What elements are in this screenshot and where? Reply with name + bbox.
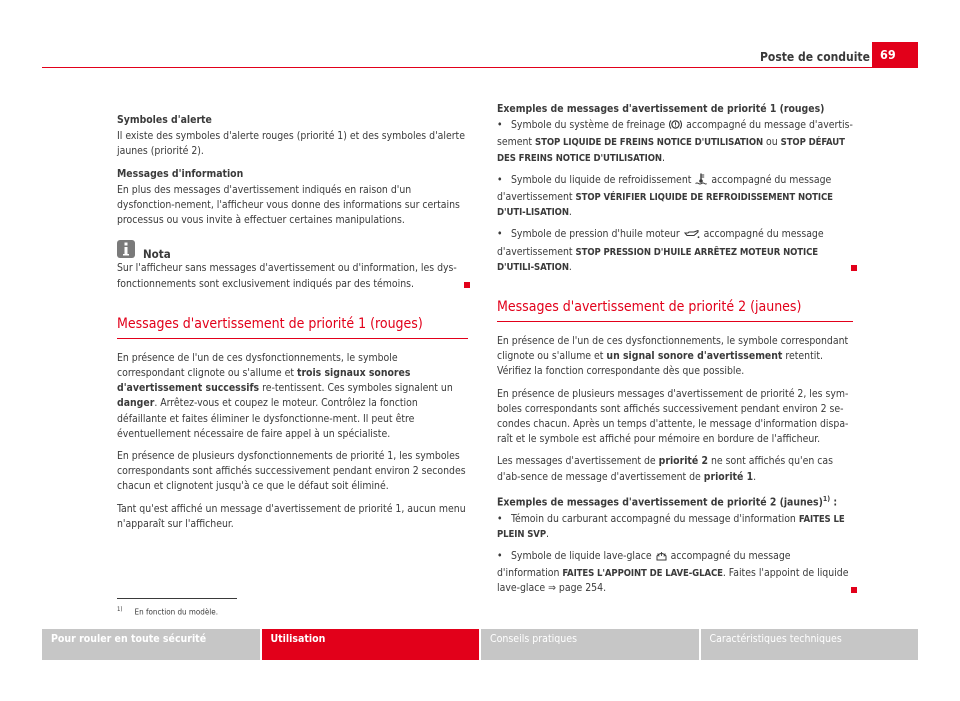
examples-priority1-heading: Exemples de messages d'avertissement de priorité 1 (rouges) — [497, 103, 825, 115]
priority2-paragraph-1: En présence de l'un de ces dysfonctionnements, le symbole correspondant clignote ou s'allume et un signal sonore d'avertissement retentit. Vérifiez la fonction correspondante dès que possible. — [497, 335, 849, 378]
page-reference-link[interactable]: ⇒ page 254 — [548, 582, 604, 595]
priority2-paragraph-3: Les messages d'avertissement de priorité 2 ne sont affichés qu'en cas d'ab-sence de message d'avertissement de priorité 1. — [497, 455, 833, 483]
messages-paragraph: En plus des messages d'avertissement indiqués en raison d'un dysfonction-nement, l'afficheur vous donne des informations sur certains processus ou vous invite à effectuer certaines manipulations. — [117, 183, 460, 227]
priority2-section-title: Messages d'avertissement de priorité 2 (jaunes) — [497, 298, 853, 322]
oil-pressure-icon — [684, 229, 700, 244]
list-item: • Symbole du système de freinage accompagné du message d'avertis-sement STOP LIQUIDE DE FREINS NOTICE D'UTILISATION ou STOP DÉFAUT DES FREINS NOTICE D'UTILISATION. — [497, 119, 853, 164]
section-end-icon — [464, 282, 470, 288]
priority1-paragraph-3: Tant qu'est affiché un message d'avertissement de priorité 1, aucun menu n'apparaît sur l'afficheur. — [117, 502, 466, 530]
tab-technical-specs[interactable]: Caractéristiques techniques — [701, 629, 919, 660]
section-end-icon — [851, 587, 857, 593]
left-column — [117, 113, 468, 539]
footnote-divider — [117, 598, 237, 599]
priority1-paragraph-2: En présence de plusieurs dysfonctionnements de priorité 1, les symboles correspondants sont affichés successivement pendant environ 2 secondes chacun et clignotent jusqu'à ce que le défaut soit éliminé. — [117, 450, 466, 493]
priority2-paragraph-2: En présence de plusieurs messages d'avertissement de priorité 2, les sym-boles correspondants sont affichés successivement pendant environ 2 se-condes chacun. Après un temps d'attente, le message d'information dispa-raît et le symbole est affiché pour mémoire en bordure de l'afficheur. — [497, 387, 849, 446]
section-end-icon — [851, 265, 857, 271]
brake-warning-icon — [669, 119, 682, 135]
examples-priority2-heading: Exemples de messages d'avertissement de priorité 2 (jaunes)$^{1)}$ : — [497, 494, 838, 509]
page-number: 69 — [872, 42, 918, 67]
symbols-paragraph: Il existe des symboles d'alerte rouges (priorité 1) et des symboles d'alerte jaunes (priorité 2). — [117, 130, 465, 158]
right-column — [497, 102, 853, 604]
tab-safety[interactable]: Pour rouler en toute sécurité — [42, 629, 260, 660]
priority1-section-title: Messages d'avertissement de priorité 1 (rouges) — [117, 315, 468, 339]
list-item: • Symbole de liquide lave-glace accompagné du message d'information FAITES L'APPOINT DE LAVE-GLACE. Faites l'appoint de liquide lave-glace ⇒ page 254. — [497, 549, 853, 597]
note-header — [117, 240, 468, 261]
washer-fluid-icon — [656, 550, 667, 566]
footnote: $^{1)}$ En fonction du modèle. — [117, 606, 219, 617]
messages-heading: Messages d'information — [117, 167, 244, 180]
info-note-icon — [117, 240, 135, 258]
list-item: • Témoin du carburant accompagné du message d'information FAITES LE PLEIN SVP. — [497, 512, 845, 540]
tab-utilisation[interactable]: Utilisation — [262, 629, 480, 660]
page-header-title: Poste de conduite — [760, 50, 870, 64]
note-title: Nota — [143, 246, 171, 261]
coolant-icon — [695, 173, 707, 190]
tab-practical-tips[interactable]: Conseils pratiques — [481, 629, 699, 660]
list-item: • Symbole de pression d'huile moteur accompagné du message d'avertissement STOP PRESSION D'HUILE ARRÊTEZ MOTEUR NOTICE D'UTILI-SATION. — [497, 227, 853, 275]
bottom-navigation — [42, 629, 918, 660]
symbols-heading: Symboles d'alerte — [117, 114, 212, 126]
header-divider — [42, 67, 918, 68]
list-item: • Symbole du liquide de refroidissement accompagné du message d'avertissement STOP VÉRIFIER LIQUIDE DE REFROIDISSEMENT NOTICE D'UTI-LISATION. — [497, 173, 833, 219]
priority1-paragraph-1: En présence de l'un de ces dysfonctionnements, le symbole correspondant clignote ou s'allume et trois signaux sonores d'avertissement successifs re-tentissent. Ces symboles signalent un danger. Arrêtez-vous et coupez le moteur. Contrôlez la fonction défaillante et faites éliminer le dysfonctionne-ment. Il peut être éventuellement nécessaire de faire appel à un spécialiste. — [117, 351, 453, 440]
note-paragraph: Sur l'afficheur sans messages d'avertissement ou d'information, les dys-fonctionnements sont exclusivement indiqués par des témoins. — [117, 261, 468, 291]
